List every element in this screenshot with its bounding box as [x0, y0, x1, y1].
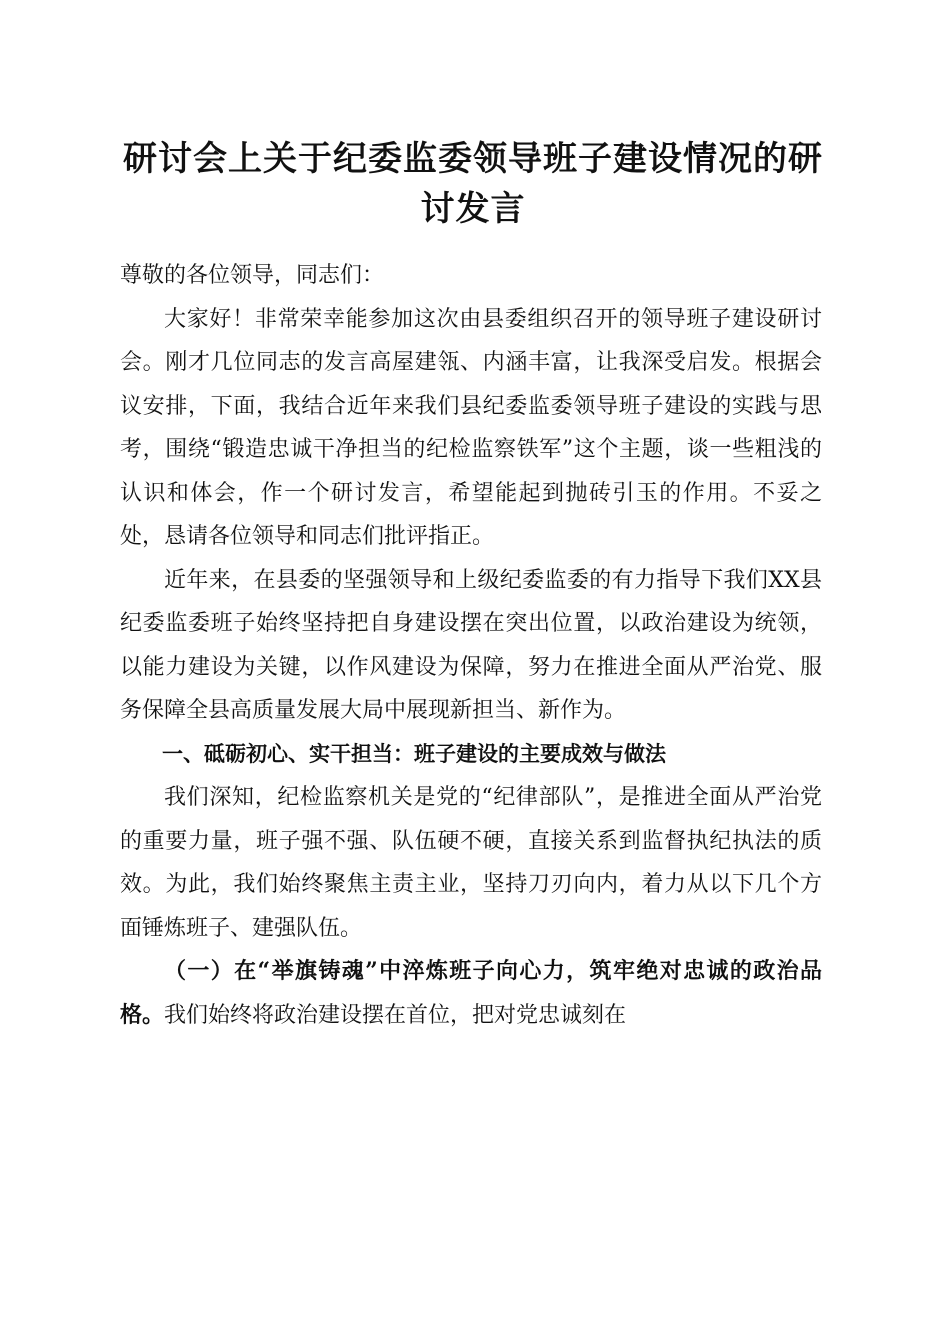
paragraph-section-intro: 我们深知，纪检监察机关是党的“纪律部队”，是推进全面从严治党的重要力量，班子强不强、队伍硬不硬，直接关系到监督执纪执法的质效。为此，我们始终聚焦主责主业，坚持刀刃向内，着力从以下几个方面锤炼班子、建强队伍。 [120, 785, 822, 941]
paragraph-subsection-1 [120, 950, 822, 1037]
subsection-1-text: 我们始终将政治建设摆在首位，把对党忠诚刻在 [164, 1002, 627, 1028]
document-body [120, 254, 822, 1037]
paragraph-overview: 近年来，在县委的坚强领导和上级纪委监委的有力指导下我们XX县纪委监委班子始终坚持把自身建设摆在突出位置，以政治建设为统领，以能力建设为关键，以作风建设为保障，努力在推进全面从严治党、服务保障全县高质量发展大局中展现新担当、新作为。 [120, 567, 822, 723]
subsection-1-heading: （一）在“举旗铸魂”中淬炼班子向心力，筑牢绝对忠诚的政治品格。 [120, 958, 822, 1028]
salutation: 尊敬的各位领导，同志们： [120, 263, 385, 288]
section-heading-1: 一、砥砺初心、实干担当：班子建设的主要成效与做法 [162, 741, 666, 766]
document-title: 研讨会上关于纪委监委领导班子建设情况的研讨发言 [123, 139, 823, 229]
paragraph-opening: 大家好！非常荣幸能参加这次由县委组织召开的领导班子建设研讨会。刚才几位同志的发言高屋建瓴、内涵丰富，让我深受启发。根据会议安排，下面，我结合近年来我们县纪委监委领导班子建设的实践与思考，围绕“锻造忠诚干净担当的纪检监察铁军”这个主题，谈一些粗浅的认识和体会，作一个研讨发言，希望能起到抛砖引玉的作用。不妥之处，恳请各位领导和同志们批评指正。 [120, 306, 822, 549]
